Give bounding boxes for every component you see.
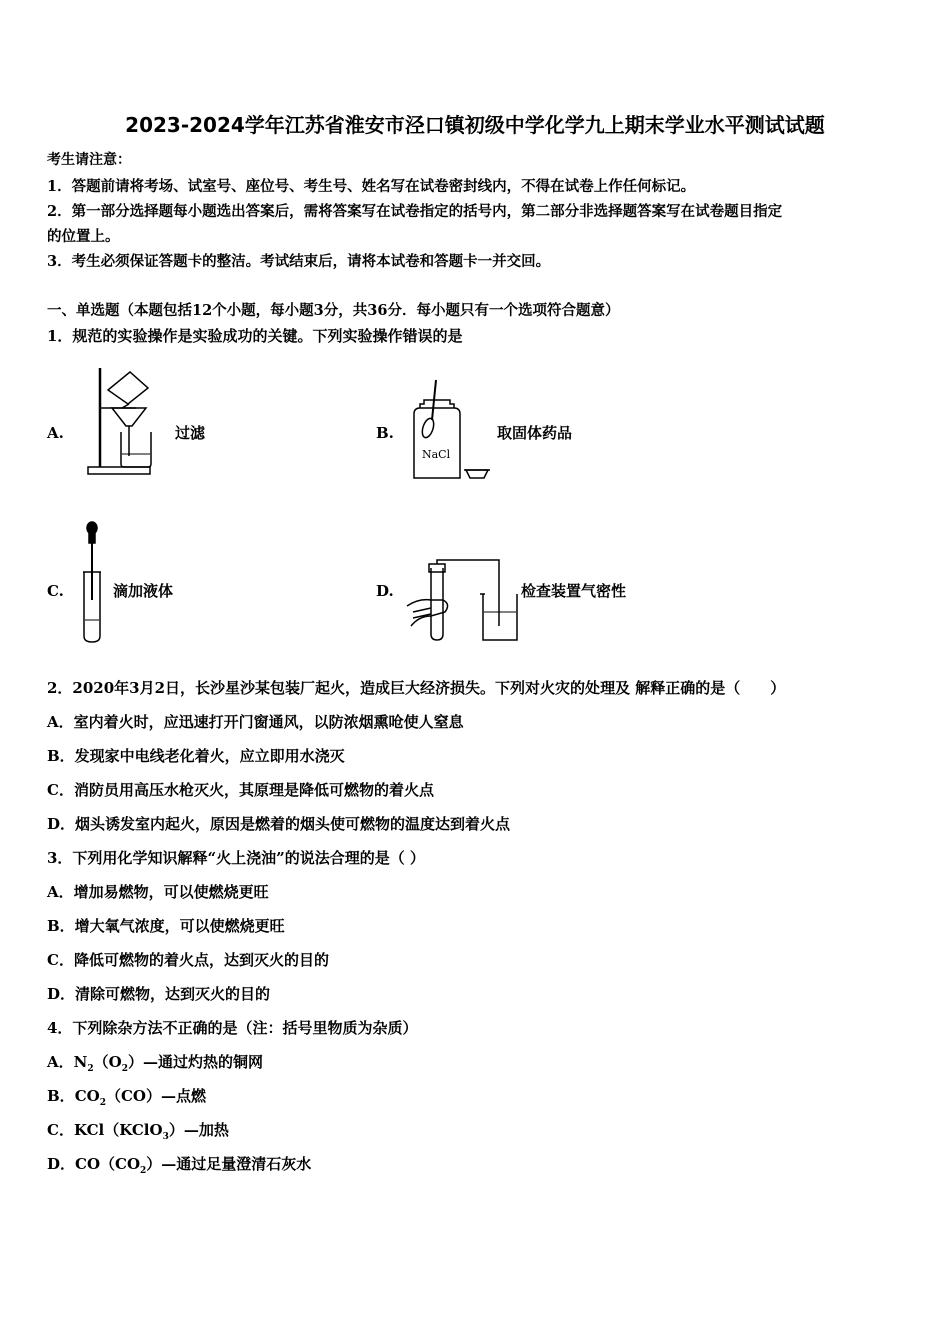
q4-option-b <box>47 1087 206 1109</box>
subscript: 2 <box>87 1064 94 1074</box>
option-letter: D． <box>47 1155 76 1173</box>
formula-part: CO（CO <box>75 1155 141 1173</box>
option-letter: B． <box>47 1087 75 1105</box>
reagent-bottle-figure <box>410 378 492 483</box>
subscript: 2 <box>140 1166 147 1176</box>
q1-option-c-letter: C. <box>47 582 64 600</box>
subscript: 2 <box>99 1098 106 1108</box>
filtration-figure <box>84 364 164 479</box>
q3-option-a: A．增加易燃物，可以使燃烧更旺 <box>47 883 269 901</box>
dropper-figure <box>78 520 108 645</box>
formula-part: ）—通过足量澄清石灰水 <box>146 1155 312 1173</box>
airtightness-figure <box>405 556 523 644</box>
q3-option-d: D．清除可燃物，达到灭火的目的 <box>47 985 271 1003</box>
question-4-stem: 4．下列除杂方法不正确的是（注：括号里物质为杂质） <box>47 1019 418 1037</box>
section-heading: 一、单选题（本题包括12个小题，每小题3分，共36分．每小题只有一个选项符合题意） <box>47 302 620 319</box>
q4-option-c <box>47 1121 229 1143</box>
question-2-stem: 2．2020年3月2日，长沙星沙某包装厂起火，造成巨大经济损失。下列对火灾的处理及 解释正确的是（ ） <box>47 679 786 697</box>
formula-part: （CO）—点燃 <box>105 1087 206 1105</box>
q3-option-b: B．增大氧气浓度，可以使燃烧更旺 <box>47 917 285 935</box>
q1-option-b-text: 取固体药品 <box>497 424 573 442</box>
q1-option-b-letter: B. <box>376 424 394 442</box>
formula-part: CO <box>74 1087 100 1105</box>
q1-option-a-text: 过滤 <box>175 424 206 442</box>
formula-part: ）—加热 <box>168 1121 229 1139</box>
q3-option-c: C．降低可燃物的着火点，达到灭火的目的 <box>47 951 329 969</box>
subscript: 2 <box>121 1064 128 1074</box>
notice-item-2: 2．第一部分选择题每小题选出答案后，需将答案写在试卷指定的括号内，第二部分非选择题答案写在试卷题目指定 <box>47 203 783 220</box>
notice-heading: 考生请注意： <box>47 152 131 168</box>
q2-option-c: C．消防员用高压水枪灭火，其原理是降低可燃物的着火点 <box>47 781 434 799</box>
formula-part: （O <box>93 1053 122 1071</box>
question-3-stem: 3．下列用化学知识解释“火上浇油”的说法合理的是（ ） <box>47 849 425 867</box>
q4-option-a <box>47 1053 263 1075</box>
q2-option-d: D．烟头诱发室内起火，原因是燃着的烟头使可燃物的温度达到着火点 <box>47 815 511 833</box>
notice-item-1: 1．答题前请将考场、试室号、座位号、考生号、姓名写在试卷密封线内，不得在试卷上作任何标记。 <box>47 178 696 195</box>
q4-option-d <box>47 1155 311 1177</box>
formula-part: ）—通过灼热的铜网 <box>127 1053 263 1071</box>
q1-option-d-text: 检查装置气密性 <box>521 582 627 600</box>
notice-item-3: 3．考生必须保证答题卡的整洁。考试结束后，请将本试卷和答题卡一并交回。 <box>47 253 551 270</box>
q1-option-d-letter: D. <box>376 582 394 600</box>
q2-option-b: B．发现家中电线老化着火，应立即用水浇灭 <box>47 747 345 765</box>
q1-option-c-text: 滴加液体 <box>113 582 174 600</box>
nacl-label: NaCl <box>422 448 451 461</box>
subscript: 3 <box>162 1132 169 1142</box>
notice-item-2-cont: 的位置上。 <box>47 228 120 245</box>
formula-part: N <box>73 1053 88 1071</box>
option-letter: A． <box>47 1053 74 1071</box>
page-title: 2023-2024学年江苏省淮安市泾口镇初级中学化学九上期末学业水平测试试题 <box>125 113 825 137</box>
option-letter: C． <box>47 1121 74 1139</box>
q1-option-a-letter: A. <box>47 424 64 442</box>
formula-part: KCl（KClO <box>73 1121 163 1139</box>
q2-option-a: A．室内着火时，应迅速打开门窗通风，以防浓烟熏呛使人窒息 <box>47 713 464 731</box>
question-1-stem: 1．规范的实验操作是实验成功的关键。下列实验操作错误的是 <box>47 327 463 345</box>
